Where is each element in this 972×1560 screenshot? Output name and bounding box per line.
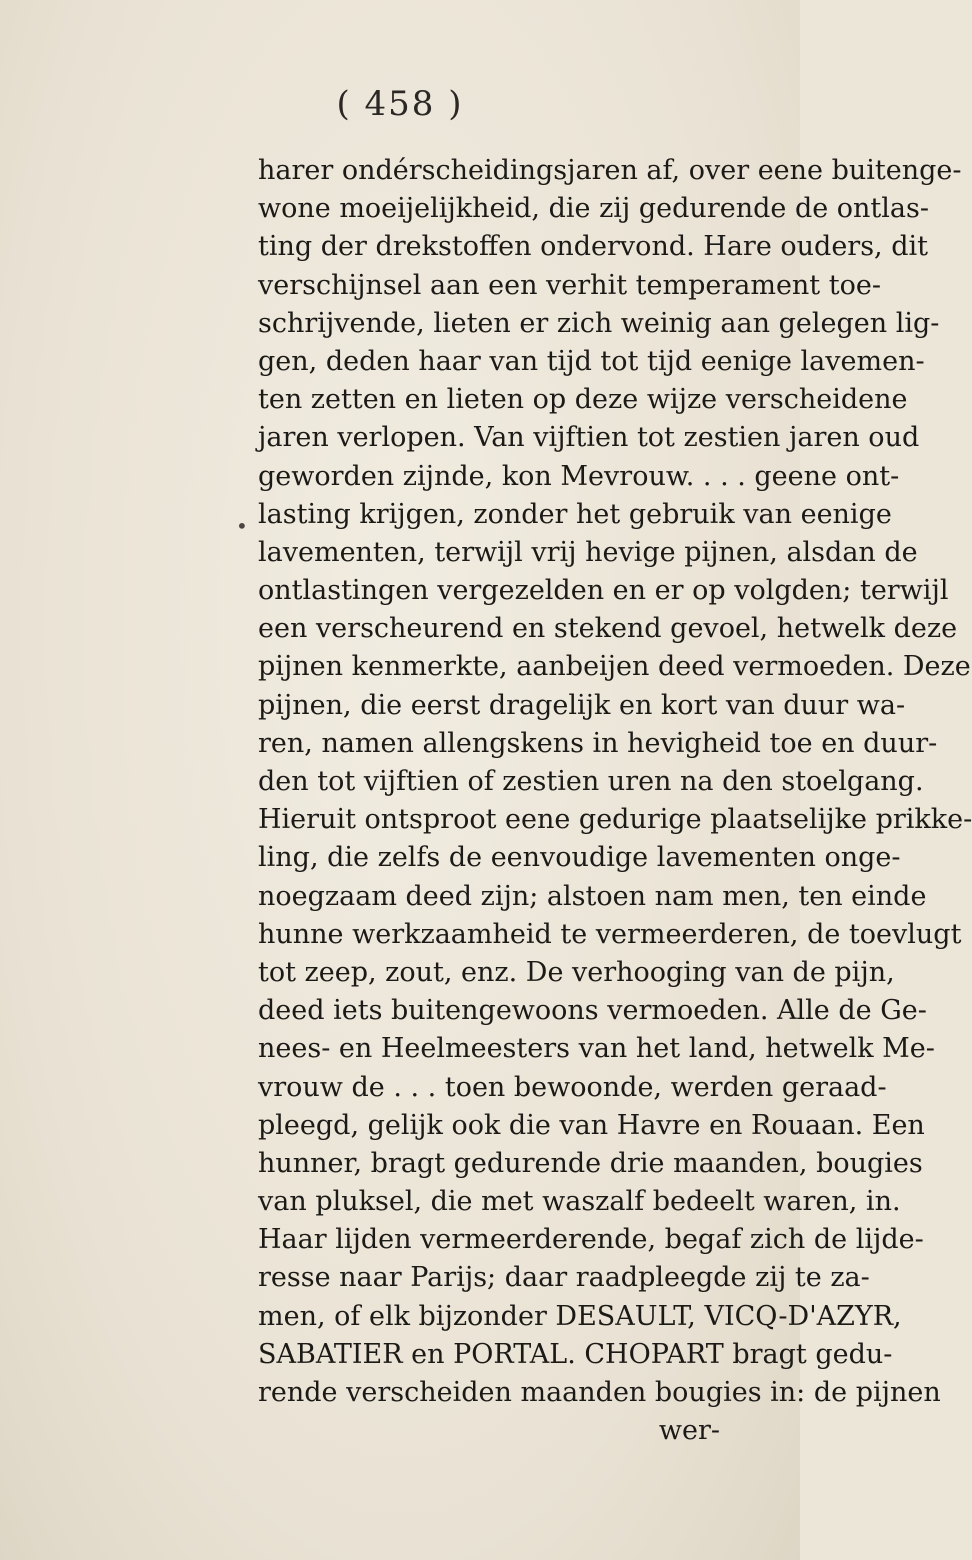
text-line: gen, deden haar van tijd tot tijd eenige lavemen- xyxy=(258,345,925,377)
text-line: rende verscheiden maanden bougies in: de pijnen xyxy=(258,1377,941,1408)
text-line: ontlastingen vergezelden en er op volgden; terwijl xyxy=(258,575,949,607)
catchword: wer- xyxy=(658,1415,720,1447)
text-line: ting der drekstoffen ondervond. Hare ouders, dit xyxy=(258,231,928,263)
text-line: ten zetten en lieten op deze wijze verscheidene xyxy=(258,384,908,416)
margin-mark: • xyxy=(236,514,248,538)
text-line: ling, die zelfs de eenvoudige lavementen onge- xyxy=(258,842,901,874)
text-line: van pluksel, die met waszalf bedeelt waren, in. xyxy=(258,1186,901,1218)
text-line: pleegd, gelijk ook die van Havre en Rouaan. Een xyxy=(258,1109,925,1141)
text-line: verschijnsel aan een verhit temperament toe- xyxy=(258,269,881,301)
text-line: hunner, bragt gedurende drie maanden, bougies xyxy=(258,1147,923,1179)
text-line: noegzaam deed zijn; alstoen nam men, ten einde xyxy=(258,880,927,912)
text-line: deed iets buitengewoons vermoeden. Alle de Ge- xyxy=(258,995,927,1027)
text-line: nees- en Heelmeesters van het land, hetwelk Me- xyxy=(258,1033,935,1065)
page-number: ( 458 ) xyxy=(336,84,464,124)
text-line: jaren verlopen. Van vijftien tot zestien jaren oud xyxy=(258,422,920,454)
text-line: tot zeep, zout, enz. De verhooging van de pijn, xyxy=(258,956,895,988)
text-line: vrouw de . . . toen bewoonde, werden geraad- xyxy=(258,1071,887,1103)
text-line: men, of elk bijzonder DESAULT, VICQ-D'AZYR, xyxy=(258,1300,902,1332)
text-line: den tot vijftien of zestien uren na den stoelgang. xyxy=(258,766,924,797)
text-line: Hieruit ontsproot eene gedurige plaatselijke prikke- xyxy=(258,804,972,836)
text-line: een verscheurend en stekend gevoel, hetwelk deze xyxy=(258,613,958,645)
text-line: SABATIER en PORTAL. CHOPART bragt gedu- xyxy=(258,1338,893,1370)
text-line: lavementen, terwijl vrij hevige pijnen, alsdan de xyxy=(258,536,918,568)
text-line: resse naar Parijs; daar raadpleegde zij te za- xyxy=(258,1262,870,1294)
body-text xyxy=(258,152,972,1450)
text-line: lasting krijgen, zonder het gebruik van eenige xyxy=(258,498,892,530)
text-line: Haar lijden vermeerderende, begaf zich de lijde- xyxy=(258,1224,924,1256)
text-line: wone moeijelijkheid, die zij gedurende de ontlas- xyxy=(258,193,929,225)
text-line: harer ondérscheidingsjaren af, over eene buitenge- xyxy=(258,155,962,186)
text-line: schrijvende, lieten er zich weinig aan gelegen lig- xyxy=(258,307,940,339)
text-line: pijnen, die eerst dragelijk en kort van duur wa- xyxy=(258,689,906,721)
text-line: pijnen kenmerkte, aanbeijen deed vermoeden. Deze xyxy=(258,651,971,683)
text-line: ren, namen allengskens in hevigheid toe en duur- xyxy=(258,727,938,759)
text-line: hunne werkzaamheid te vermeerderen, de toevlugt xyxy=(258,918,962,950)
text-line: geworden zijnde, kon Mevrouw. . . . geene ont- xyxy=(258,460,900,492)
